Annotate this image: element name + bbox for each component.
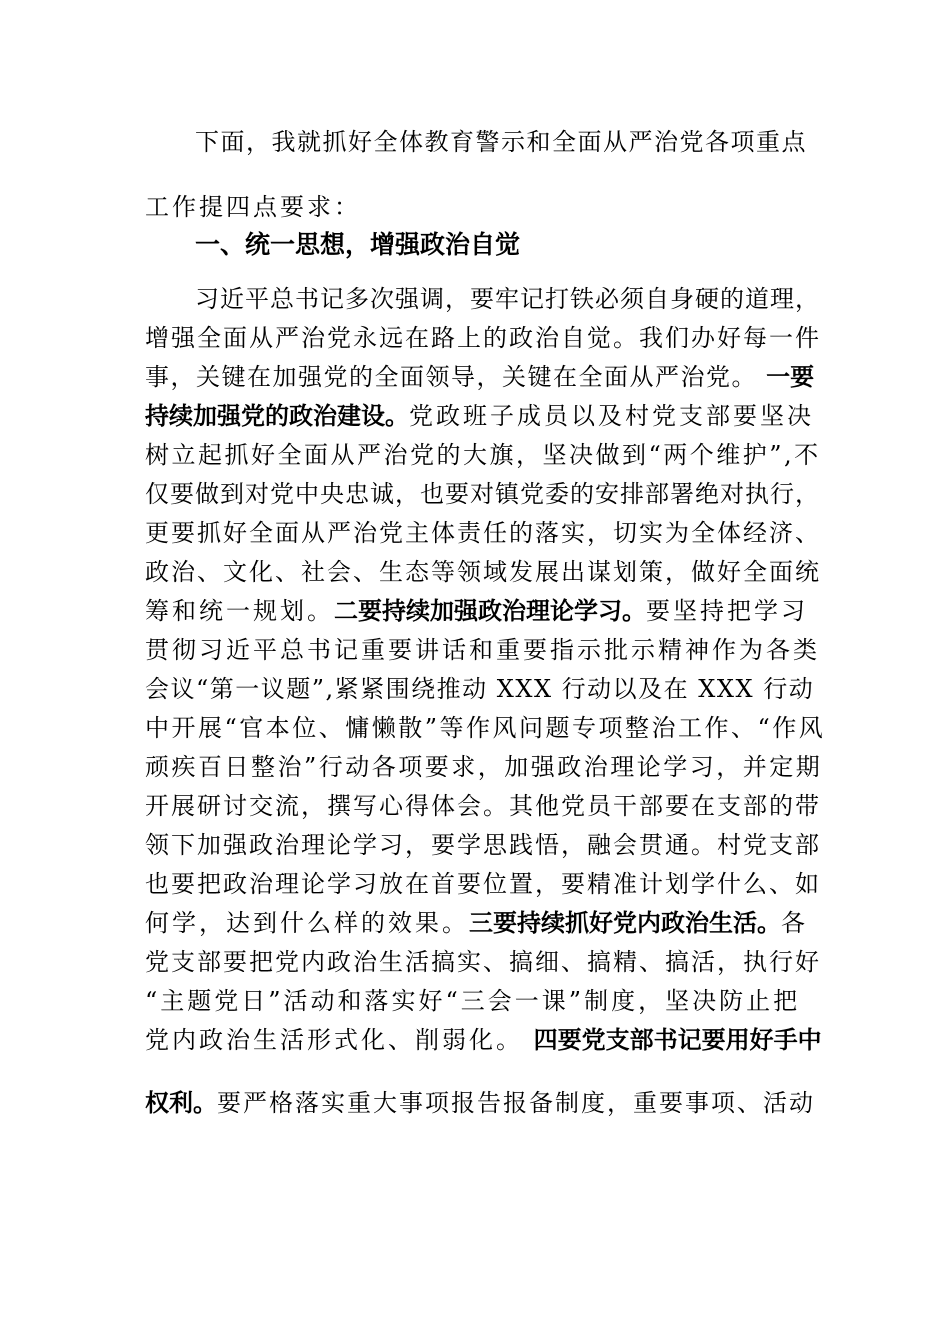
body-text: 开展研讨交流，撰写心得体会。其他党员干部要在支部的带 — [145, 792, 821, 820]
body-text: 党政班子成员以及村党支部要坚决 — [409, 402, 814, 430]
body-text: 中开展“官本位、慵懒散”等作风问题专项整治工作、“作风 — [145, 714, 826, 742]
body-text: 要坚持把学习 — [646, 597, 808, 625]
body-line-17 — [145, 907, 825, 939]
body-line-5 — [145, 439, 825, 471]
body-line-20 — [145, 1024, 825, 1056]
body-text: 党支部要把党内政治生活搞实、搞细、搞精、搞活，执行好 — [145, 948, 821, 976]
body-line-3 — [145, 361, 825, 393]
body-line-13 — [145, 751, 825, 783]
intro-line-2 — [145, 191, 825, 223]
body-line-4 — [145, 400, 825, 432]
bold-emphasis: 权利。 — [145, 1089, 217, 1117]
bold-emphasis: 持续加强党的政治建设。 — [145, 402, 409, 430]
bold-emphasis: 二要持续加强政治理论学习。 — [334, 597, 646, 625]
bold-emphasis: 四要党支部书记要用好手中 — [533, 1026, 822, 1054]
body-line-19 — [145, 985, 825, 1017]
body-text: 事，关键在加强党的全面领导，关键在全面从严治党。 — [145, 363, 757, 391]
body-line-14 — [145, 790, 825, 822]
body-text: 也要把政治理论学习放在首要位置，要精准计划学什么、如 — [145, 870, 821, 898]
body-text: 会议“第一议题”,紧紧围绕推动 XXX 行动以及在 XXX 行动 — [145, 675, 815, 703]
body-line-16 — [145, 868, 825, 900]
body-text: 党内政治生活形式化、削弱化。 — [145, 1026, 523, 1054]
body-line-15 — [145, 829, 825, 861]
body-text: 政治、文化、社会、生态等领域发展出谋划策，做好全面统 — [145, 558, 821, 586]
body-line-6 — [145, 478, 825, 510]
section-heading: 一、统一思想，增强政治自觉 — [195, 230, 521, 259]
body-text: 各 — [781, 909, 808, 937]
intro-text-1: 下面，我就抓好全体教育警示和全面从严治党各项重点 — [195, 128, 807, 156]
body-text: “主题党日”活动和落实好“三会一课”制度，坚决防止把 — [145, 987, 801, 1015]
body-text: 要严格落实重大事项报告报备制度，重要事项、活动 — [217, 1089, 815, 1117]
body-text: 顽疾百日整治”行动各项要求，加强政治理论学习，并定期 — [145, 753, 823, 781]
body-text: 更要抓好全面从严治党主体责任的落实，切实为全体经济、 — [145, 519, 821, 547]
body-line-9 — [145, 595, 825, 627]
body-text: 贯彻习近平总书记重要讲话和重要指示批示精神作为各类 — [145, 636, 820, 664]
body-text: 领下加强政治理论学习，要学思践悟，融会贯通。村党支部 — [145, 831, 821, 859]
body-text: 树立起抓好全面从严治党的大旗，坚决做到“两个维护”,不 — [145, 441, 821, 469]
bold-emphasis: 三要持续抓好党内政治生活。 — [469, 909, 781, 937]
body-line-7 — [145, 517, 825, 549]
body-line-18 — [145, 946, 825, 978]
intro-line-1 — [195, 126, 810, 158]
body-line-12 — [145, 712, 825, 744]
body-line-10 — [145, 634, 825, 666]
body-line-1 — [195, 283, 825, 315]
body-text: 仅要做到对党中央忠诚，也要对镇党委的安排部署绝对执行， — [145, 480, 820, 508]
bold-emphasis: 一要 — [766, 363, 815, 391]
body-text: 习近平总书记多次强调，要牢记打铁必须自身硬的道理， — [195, 285, 820, 313]
body-line-21 — [145, 1087, 825, 1119]
body-line-8 — [145, 556, 825, 588]
intro-text-2: 工作提四点要求： — [145, 193, 361, 221]
body-text: 增强全面从严治党永远在路上的政治自觉。我们办好每一件 — [145, 324, 821, 352]
body-line-2 — [145, 322, 825, 354]
body-text: 何学，达到什么样的效果。 — [145, 909, 469, 937]
body-text: 筹和统一规划。 — [145, 597, 334, 625]
body-line-11 — [145, 673, 825, 705]
